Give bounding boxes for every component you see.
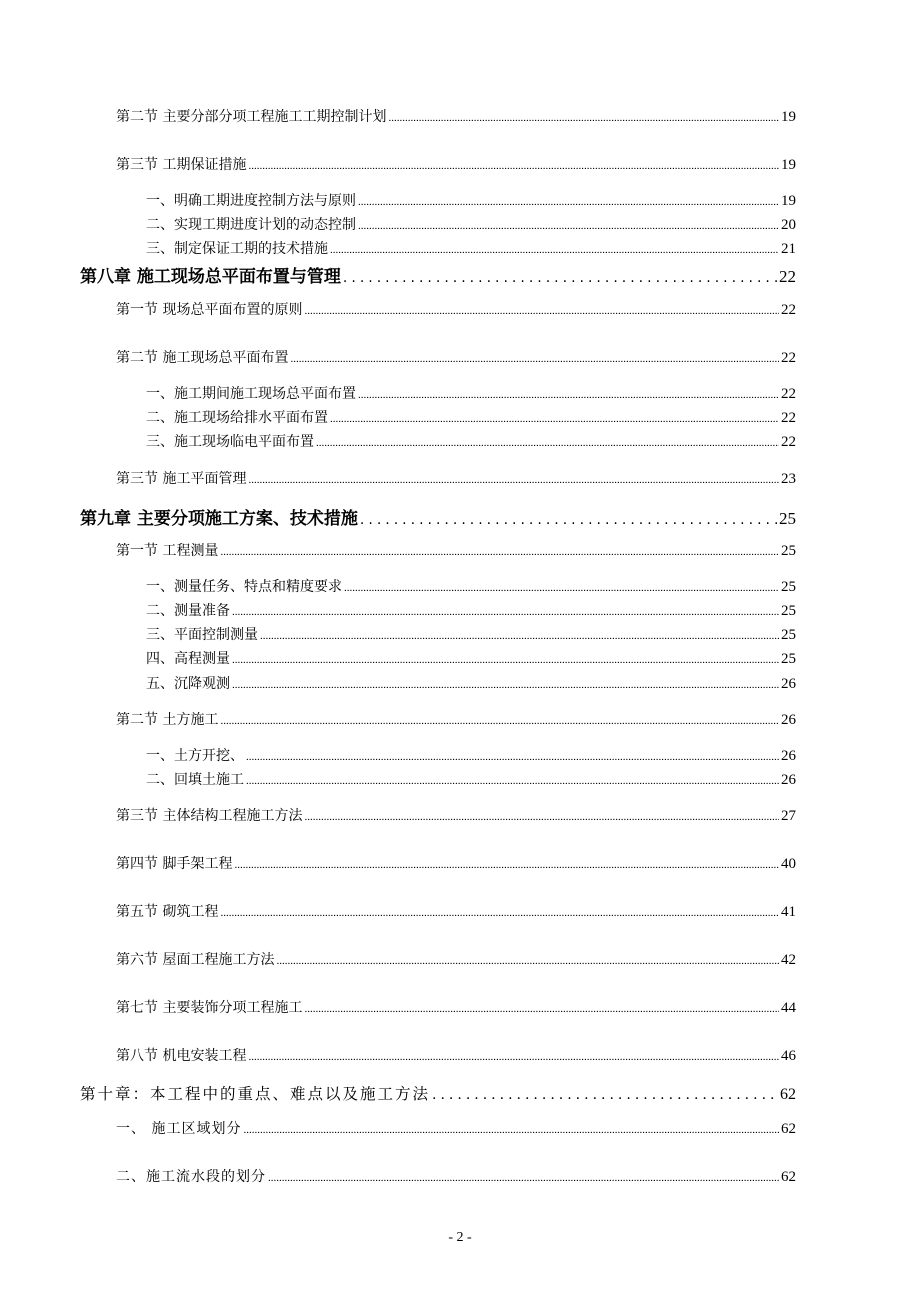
toc-entry-page: 26	[781, 748, 796, 764]
toc-entry-page: 19	[781, 157, 796, 173]
dot-leader	[246, 751, 779, 763]
toc-entry-page: 25	[779, 509, 796, 528]
toc-entry-page: 25	[781, 627, 796, 643]
dot-leader	[243, 1124, 779, 1136]
toc-entry-title: 二、测量准备	[146, 603, 230, 619]
dot-leader	[220, 546, 779, 558]
toc-entry-page: 62	[780, 1086, 796, 1103]
toc-entry-page: 19	[781, 193, 796, 209]
dot-leader	[232, 606, 779, 618]
toc-entry[interactable]	[146, 214, 796, 234]
toc-entry-page: 20	[781, 217, 796, 233]
toc-entry-page: 22	[781, 302, 796, 318]
toc-entry-title: 二、实现工期进度计划的动态控制	[146, 217, 356, 233]
toc-entry-page: 21	[781, 241, 796, 257]
toc-entry-title: 一、土方开挖、	[146, 748, 244, 764]
toc-entry-page: 26	[781, 676, 796, 692]
toc-entry-page: 27	[781, 808, 796, 824]
toc-entry-title: 第七节 主要装饰分项工程施工	[116, 1000, 303, 1016]
toc-entry-page: 40	[781, 856, 796, 872]
dot-leader	[290, 353, 779, 365]
toc-entry[interactable]	[116, 805, 796, 825]
toc-entry-title: 第十章：本工程中的重点、难点以及施工方法	[80, 1085, 431, 1103]
toc-entry-page: 25	[781, 579, 796, 595]
toc-entry-page: 23	[781, 471, 796, 487]
toc-entry[interactable]	[146, 673, 796, 693]
dot-leader	[220, 715, 779, 727]
toc-entry-title: 第二节 施工现场总平面布置	[116, 350, 289, 366]
toc-entry[interactable]	[146, 769, 796, 789]
toc-entry-title: 第八节 机电安装工程	[116, 1048, 247, 1064]
dot-leader	[330, 244, 779, 256]
toc-entry-page: 22	[781, 434, 796, 450]
toc-entry-title: 第一节 工程测量	[116, 543, 219, 559]
dot-leader	[304, 1003, 779, 1015]
dot-leader	[232, 654, 779, 666]
toc-entry-title: 第六节 屋面工程施工方法	[116, 952, 275, 968]
toc-entry-title: 第四节 脚手架工程	[116, 856, 233, 872]
toc-entry[interactable]	[146, 745, 796, 765]
toc-entry-title: 第三节 施工平面管理	[116, 471, 247, 487]
toc-entry[interactable]	[116, 106, 796, 126]
toc-entry-page: 46	[781, 1048, 796, 1064]
dot-leader	[248, 160, 779, 172]
dot-leader	[360, 512, 777, 528]
dot-leader	[330, 413, 779, 425]
toc-chapter-entry[interactable]	[80, 504, 796, 529]
toc-entry[interactable]	[116, 468, 796, 488]
toc-entry[interactable]	[116, 1118, 796, 1138]
toc-entry-title: 二、回填土施工	[146, 772, 244, 788]
toc-entry-title: 五、沉降观测	[146, 676, 230, 692]
toc-entry-title: 二、施工现场给排水平面布置	[146, 410, 328, 426]
toc-entry[interactable]	[116, 997, 796, 1017]
toc-entry-page: 25	[781, 543, 796, 559]
toc-entry[interactable]	[116, 1045, 796, 1065]
dot-leader	[304, 811, 779, 823]
toc-entry-page: 25	[781, 603, 796, 619]
toc-entry[interactable]	[116, 299, 796, 319]
toc-entry-page: 62	[781, 1169, 796, 1185]
toc-entry-title: 第二节 土方施工	[116, 712, 219, 728]
dot-leader	[276, 955, 779, 967]
toc-entry-title: 第五节 砌筑工程	[116, 904, 219, 920]
toc-entry[interactable]	[116, 853, 796, 873]
toc-entry[interactable]	[146, 190, 796, 210]
toc-entry-page: 22	[781, 410, 796, 426]
toc-entry[interactable]	[146, 624, 796, 644]
toc-entry-title: 二、施工流水段的划分	[116, 1169, 266, 1185]
dot-leader	[304, 305, 779, 317]
toc-entry[interactable]	[146, 576, 796, 596]
dot-leader	[388, 112, 779, 124]
toc-entry-title: 第一节 现场总平面布置的原则	[116, 302, 303, 318]
toc-entry[interactable]	[116, 540, 796, 560]
toc-entry[interactable]	[116, 709, 796, 729]
toc-entry-page: 44	[781, 1000, 796, 1016]
toc-entry-page: 22	[781, 350, 796, 366]
page-number-footer: - 2 -	[448, 1230, 472, 1245]
toc-entry-title: 第九章 主要分项施工方案、技术措施	[80, 509, 358, 529]
dot-leader	[344, 582, 779, 594]
dot-leader	[358, 196, 779, 208]
dot-leader	[268, 1172, 779, 1184]
toc-entry-page: 25	[781, 651, 796, 667]
toc-entry[interactable]	[116, 901, 796, 921]
toc-entry-page: 19	[781, 109, 796, 125]
toc-entry-title: 三、平面控制测量	[146, 627, 258, 643]
toc-entry-title: 一、 施工区域划分	[116, 1121, 242, 1137]
toc-chapter-entry[interactable]	[80, 1082, 796, 1104]
dot-leader	[246, 775, 779, 787]
toc-entry[interactable]	[146, 648, 796, 668]
toc-entry[interactable]	[116, 347, 796, 367]
toc-entry[interactable]	[116, 1166, 796, 1186]
toc-chapter-entry[interactable]	[80, 262, 796, 287]
toc-entry-page: 62	[781, 1121, 796, 1137]
dot-leader	[248, 474, 779, 486]
toc-entry-page: 42	[781, 952, 796, 968]
toc-entry-title: 一、明确工期进度控制方法与原则	[146, 193, 356, 209]
dot-leader	[316, 437, 779, 449]
toc-entry-title: 一、测量任务、特点和精度要求	[146, 579, 342, 595]
toc-entry-page: 22	[781, 386, 796, 402]
toc-entry-title: 三、制定保证工期的技术措施	[146, 241, 328, 257]
toc-entry[interactable]	[116, 949, 796, 969]
toc-entry-page: 41	[781, 904, 796, 920]
toc-entry-title: 第二节 主要分部分项工程施工工期控制计划	[116, 109, 387, 125]
toc-entry-page: 26	[781, 712, 796, 728]
dot-leader	[220, 907, 779, 919]
toc-entry[interactable]	[146, 407, 796, 427]
dot-leader	[248, 1051, 779, 1063]
dot-leader	[432, 1087, 778, 1103]
toc-entry[interactable]	[146, 600, 796, 620]
toc-entry-title: 第三节 主体结构工程施工方法	[116, 808, 303, 824]
toc-entry-title: 第三节 工期保证措施	[116, 157, 247, 173]
toc-entry-title: 第八章 施工现场总平面布置与管理	[80, 267, 341, 287]
dot-leader	[234, 859, 779, 871]
toc-entry[interactable]	[146, 383, 796, 403]
toc-entry[interactable]	[146, 238, 796, 258]
toc-entry-page: 26	[781, 772, 796, 788]
toc-entry-title: 三、施工现场临电平面布置	[146, 434, 314, 450]
toc-entry[interactable]	[146, 431, 796, 451]
dot-leader	[358, 220, 779, 232]
toc-entry-title: 一、施工期间施工现场总平面布置	[146, 386, 356, 402]
dot-leader	[358, 389, 779, 401]
dot-leader	[260, 630, 779, 642]
toc-entry[interactable]	[116, 154, 796, 174]
toc-entry-page: 22	[779, 267, 796, 286]
dot-leader	[232, 679, 779, 691]
toc-entry-title: 四、高程测量	[146, 651, 230, 667]
dot-leader	[343, 270, 777, 286]
